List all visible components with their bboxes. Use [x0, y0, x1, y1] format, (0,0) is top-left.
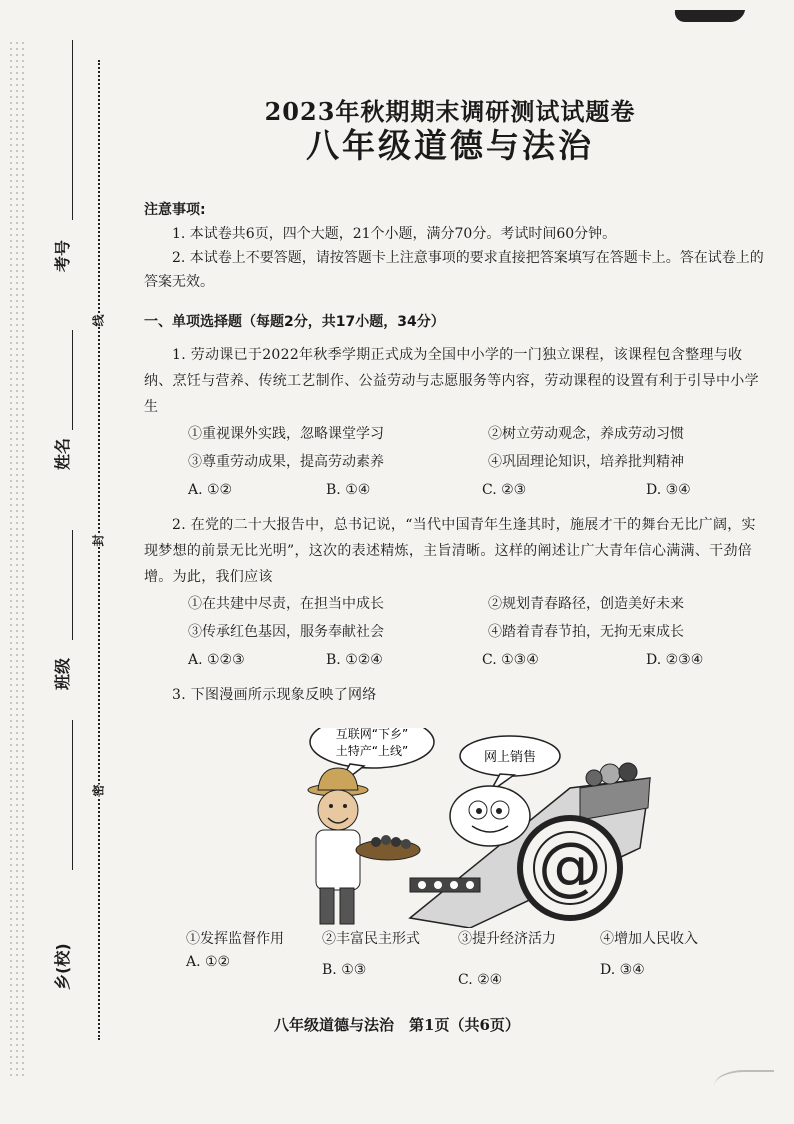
note-item: 1. 本试卷共6页，四个大题，21个小题，满分70分。考试时间60分钟。	[172, 226, 617, 242]
statement: ③提升经济活力	[458, 931, 556, 947]
field-blank-line	[72, 330, 73, 430]
bubble-text: 土特产“上线”	[335, 744, 409, 758]
bubble-text: 网上销售	[483, 750, 537, 765]
field-name	[50, 340, 90, 540]
question-stem: 3. 下图漫画所示现象反映了网络	[172, 687, 377, 703]
section-single-choice	[144, 310, 764, 334]
question-stem: 1. 劳动课已于2022年秋季学期正式成为全国中小学的一门独立课程，该课程包含整理与收纳、烹饪与营养、传统工艺制作、公益劳动与志愿服务等内容，劳动课程的设置有利于引导中小学生	[144, 347, 759, 415]
page-footer: 八年级道德与法治 第1页（共6页）	[274, 1016, 520, 1034]
field-blank-line	[72, 530, 73, 640]
choice-b: B. ①③	[322, 962, 367, 978]
choice-d: D. ③④	[646, 482, 691, 498]
field-blank-line	[72, 40, 73, 220]
choice-b: B. ①②④	[326, 652, 383, 668]
farmer-figure	[308, 768, 420, 924]
statement: ③尊重劳动成果，提高劳动素养	[188, 454, 384, 470]
statement-grid	[144, 420, 764, 476]
question-1	[144, 342, 764, 504]
statement: ①发挥监督作用	[186, 931, 284, 947]
statement: ④巩固理论知识，培养批判精神	[488, 454, 684, 470]
field-label: 姓名	[53, 437, 72, 470]
cut-word-seal: 封	[88, 534, 109, 546]
cut-word-secret: 密	[88, 784, 109, 796]
exam-subject: 八年级道德与法治	[306, 126, 594, 165]
field-exam-number	[50, 40, 90, 300]
svg-text:@: @	[538, 830, 602, 904]
at-sign-icon	[520, 818, 620, 918]
choice-a: A. ①②	[188, 482, 233, 498]
statement: ②树立劳动观念，养成劳动习惯	[488, 426, 684, 442]
scan-mark	[673, 10, 745, 22]
notes-title: 注意事项:	[144, 202, 206, 218]
field-label: 考号	[53, 239, 72, 272]
choice-a: A. ①②	[186, 954, 231, 970]
mascot-face	[450, 786, 530, 846]
field-school	[50, 780, 90, 1000]
section-heading: 一、单项选择题（每题2分，共17小题，34分）	[144, 314, 445, 330]
question-stem: 2. 在党的二十大报告中，总书记说，“当代中国青年生逢其时，施展才干的舞台无比广阔，实现梦想的前景无比光明”，这次的表述精炼，主旨清晰。这样的阐述让广大青年信心满满、干劲倍增。为此，我们应该	[144, 517, 756, 585]
statement: ①重视课外实践，忽略课堂学习	[188, 426, 384, 442]
field-blank-line	[72, 720, 73, 870]
question-2	[144, 512, 764, 674]
choice-c: C. ②④	[458, 972, 503, 988]
field-class	[50, 550, 90, 750]
choice-a: A. ①②③	[188, 652, 245, 668]
statement: ①在共建中尽责，在担当中成长	[188, 596, 384, 612]
dot-texture	[8, 40, 28, 1080]
cut-word-line: 线	[88, 314, 109, 326]
choice-row	[144, 476, 764, 504]
binding-strip	[0, 40, 120, 1080]
cartoon-drawing	[150, 728, 750, 928]
choice-b: B. ①④	[326, 482, 371, 498]
note-item: 2. 本试卷上不要答题，请按答题卡上注意事项的要求直接把答案填写在答题卡上。答在试卷上的答案无效。	[144, 250, 764, 290]
statement-grid	[144, 590, 764, 646]
cut-line	[98, 60, 100, 1040]
statement: ④踏着青春节拍，无拘无束成长	[488, 624, 684, 640]
cartoon-illustration	[150, 728, 750, 928]
statement: ②规划青春路径，创造美好未来	[488, 596, 684, 612]
notes-section	[144, 198, 764, 294]
choice-c: C. ②③	[482, 482, 527, 498]
question-3	[144, 682, 764, 708]
choice-row	[144, 646, 764, 674]
choice-d: D. ②③④	[646, 652, 704, 668]
choice-c: C. ①③④	[482, 652, 539, 668]
statement: ②丰富民主形式	[322, 931, 420, 947]
statement-row	[186, 928, 746, 948]
field-label: 乡(校)	[53, 943, 72, 990]
statement: ③传承红色基因，服务奉献社会	[188, 624, 384, 640]
choice-row	[186, 954, 746, 988]
page-fold-mark	[714, 1070, 774, 1102]
exam-title: 2023年秋期期末调研测试试题卷	[264, 97, 636, 126]
field-label: 班级	[53, 657, 72, 690]
statement: ④增加人民收入	[600, 931, 698, 947]
choice-d: D. ③④	[600, 962, 645, 978]
bubble-text: 互联网“下乡”	[335, 728, 409, 741]
